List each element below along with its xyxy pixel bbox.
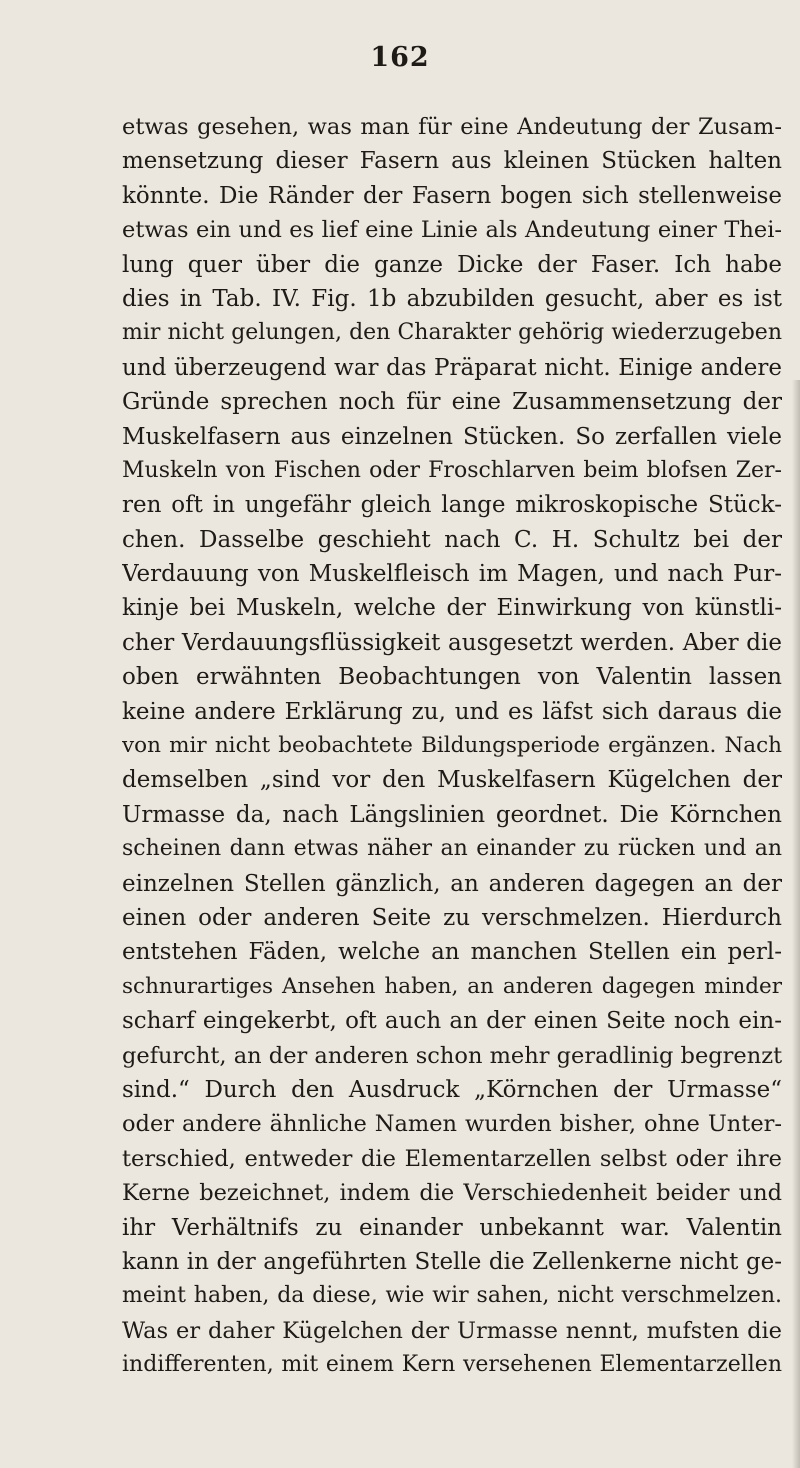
text-line: könnte. Die Ränder der Fasern bogen sich stellenweise	[122, 182, 782, 209]
text-line: scheinen dann etwas näher an einander zu rücken und an	[122, 836, 782, 862]
text-line: sind.“ Durch den Ausdruck „Körnchen der Urmasse“	[122, 1076, 782, 1103]
text-line: oder andere ähnliche Namen wurden bisher, ohne Unter-	[122, 1111, 782, 1138]
text-line: kann in der angeführten Stelle die Zellenkerne nicht ge-	[122, 1248, 782, 1275]
text-line: Muskelfasern aus einzelnen Stücken. So zerfallen viele	[122, 423, 782, 450]
text-line: oben erwähnten Beobachtungen von Valentin lassen	[122, 664, 782, 691]
text-line: schnurartiges Ansehen haben, an anderen dagegen minder	[122, 973, 782, 999]
text-line: scharf eingekerbt, oft auch an der einen Seite noch ein-	[122, 1008, 782, 1035]
text-line: Urmasse da, nach Längslinien geordnet. Die Körnchen	[122, 801, 782, 828]
page-edge-shadow	[792, 380, 800, 1468]
text-line: demselben „sind vor den Muskelfasern Kügelchen der	[122, 767, 782, 794]
text-line: chen. Dasselbe geschieht nach C. H. Schultz bei der	[122, 526, 782, 553]
text-line: Muskeln von Fischen oder Froschlarven beim blofsen Zer-	[122, 457, 782, 483]
text-line: ren oft in ungefähr gleich lange mikroskopische Stück-	[122, 492, 782, 519]
text-line: keine andere Erklärung zu, und es läfst sich daraus die	[122, 698, 782, 725]
text-line: meint haben, da diese, wie wir sahen, nicht verschmelzen.	[122, 1283, 782, 1309]
text-line: indifferenten, mit einem Kern versehenen Elementarzellen	[122, 1352, 782, 1378]
text-line: einzelnen Stellen gänzlich, an anderen dagegen an der	[122, 870, 782, 897]
text-line: dies in Tab. IV. Fig. 1b abzubilden gesucht, aber es ist	[122, 285, 782, 312]
text-line: terschied, entweder die Elementarzellen selbst oder ihre	[122, 1145, 782, 1172]
text-line: von mir nicht beobachtete Bildungsperiode ergänzen. Nach	[122, 733, 782, 759]
text-line: einen oder anderen Seite zu verschmelzen. Hierdurch	[122, 904, 782, 931]
text-line: Kerne bezeichnet, indem die Verschiedenheit beider und	[122, 1180, 782, 1207]
text-line: und überzeugend war das Präparat nicht. Einige andere	[122, 354, 782, 381]
text-line: lung quer über die ganze Dicke der Faser. Ich habe	[122, 251, 782, 278]
text-line: mir nicht gelungen, den Charakter gehörig wiederzugeben	[122, 320, 782, 346]
text-line: entstehen Fäden, welche an manchen Stellen ein perl-	[122, 939, 782, 966]
text-line: ihr Verhältnifs zu einander unbekannt war. Valentin	[122, 1214, 782, 1241]
text-line: Gründe sprechen noch für eine Zusammensetzung der	[122, 389, 782, 416]
text-line: etwas gesehen, was man für eine Andeutung der Zusam-	[122, 114, 782, 140]
body-text	[122, 110, 782, 1382]
text-line: kinje bei Muskeln, welche der Einwirkung von künstli-	[122, 595, 782, 622]
text-line: cher Verdauungsflüssigkeit ausgesetzt werden. Aber die	[122, 629, 782, 656]
text-line: gefurcht, an der anderen schon mehr geradlinig begrenzt	[122, 1042, 782, 1069]
text-line: mensetzung dieser Fasern aus kleinen Stücken halten	[122, 148, 782, 175]
text-line: etwas ein und es lief eine Linie als Andeutung einer Thei-	[122, 217, 782, 244]
page-number: 162	[370, 42, 430, 73]
text-line: Verdauung von Muskelfleisch im Magen, und nach Pur-	[122, 561, 782, 588]
text-line: Was er daher Kügelchen der Urmasse nennt, mufsten die	[122, 1317, 782, 1344]
